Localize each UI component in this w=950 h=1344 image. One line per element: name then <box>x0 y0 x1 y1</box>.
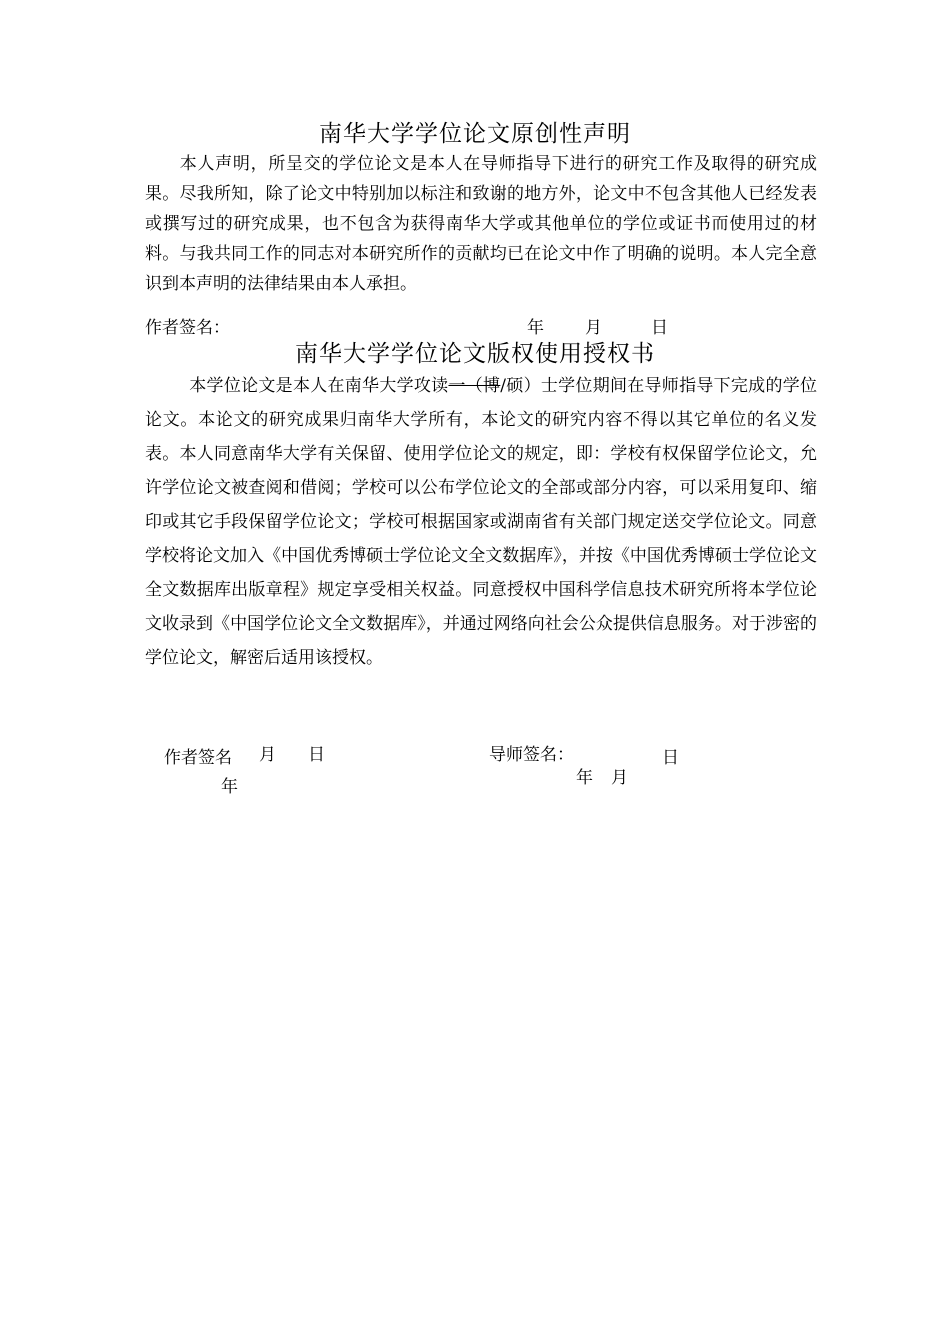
authorization-author-year-label: 年 <box>221 777 238 797</box>
declaration-author-sign-label: 作者签名： <box>145 318 230 338</box>
declaration-year-label: 年 <box>527 318 544 338</box>
authorization-body-lead: 本学位论文是本人在南华大学攻读 <box>189 376 449 396</box>
authorization-author-month-label: 月 <box>259 745 276 765</box>
authorization-supervisor-day-label: 日 <box>662 748 679 768</box>
authorization-title: 南华大学学位论文版权使用授权书 <box>295 341 655 367</box>
authorization-body <box>145 369 817 675</box>
authorization-body-struck: 一（博 <box>448 376 501 396</box>
declaration-body <box>145 149 817 299</box>
authorization-body-rest: /硕）士学位期间在导师指导下完成的学位论文。本论文的研究成果归南华大学所有，本论文的研究内容不得以其它单位的名义发表。本人同意南华大学有关保留、使用学位论文的规定，即：学校有权保留学位论文，允许学位论文被查阅和借阅；学校可以公布学位论文的全部或部分内容，可以采用复印、缩印或其它手段保留学位论文；学校可根据国家或湖南省有关部门规定送交学位论文。同意学校将论文加入《中国优秀博硕士学位论文全文数据库》，并按《中国优秀博硕士学位论文全文数据库出版章程》规定享受相关权益。同意授权中国科学信息技术研究所将本学位论文收录到《中国学位论文全文数据库》，并通过网络向社会公众提供信息服务。对于涉密的学位论文，解密后适用该授权。 <box>145 376 818 668</box>
authorization-supervisor-sign-label: 导师签名： <box>489 745 574 765</box>
declaration-day-label: 日 <box>651 318 668 338</box>
authorization-author-sign-label: 作者签名 <box>164 748 232 768</box>
authorization-author-day-label: 日 <box>308 745 325 765</box>
declaration-month-label: 月 <box>585 318 602 338</box>
authorization-supervisor-year-label: 年 <box>576 768 593 788</box>
declaration-title: 南华大学学位论文原创性声明 <box>319 121 631 147</box>
authorization-supervisor-month-label: 月 <box>611 768 628 788</box>
declaration-body-text: 本人声明，所呈交的学位论文是本人在导师指导下进行的研究工作及取得的研究成果。尽我所知，除了论文中特别加以标注和致谢的地方外，论文中不包含其他人已经发表或撰写过的研究成果，也不包含为获得南华大学或其他单位的学位或证书而使用过的材料。与我共同工作的同志对本研究所作的贡献均已在论文中作了明确的说明。本人完全意识到本声明的法律结果由本人承担。 <box>145 154 817 294</box>
